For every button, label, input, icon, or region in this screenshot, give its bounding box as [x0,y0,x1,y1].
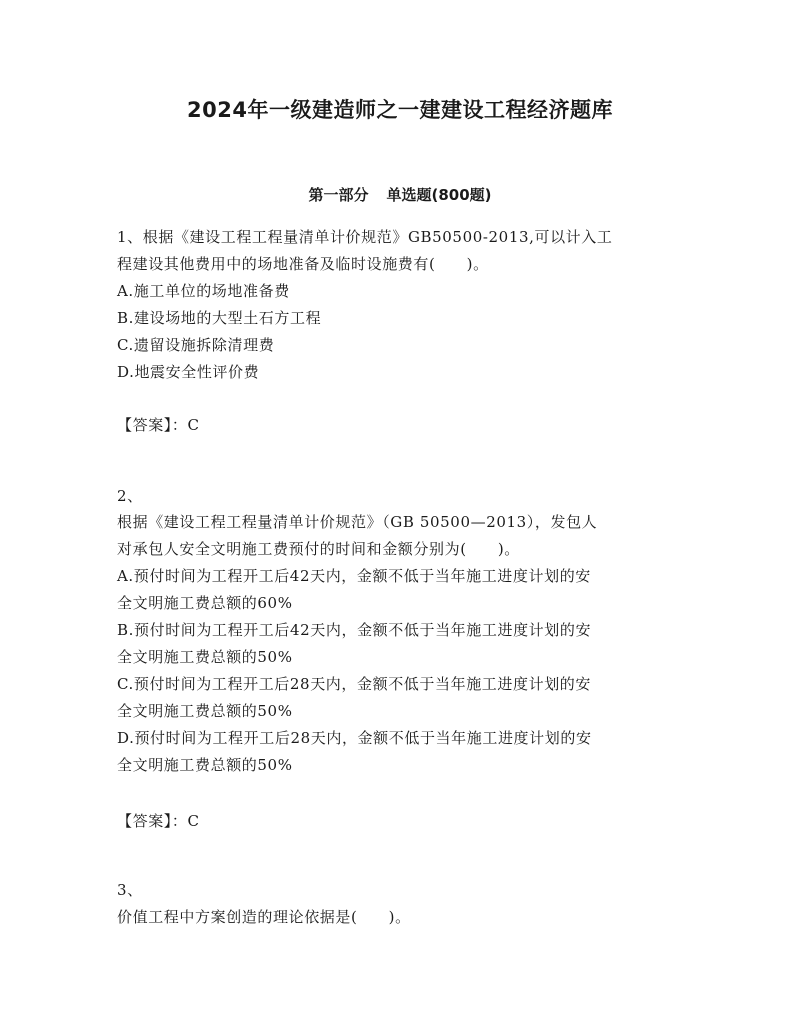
question-stem-line: 程建设其他费用中的场地准备及临时设施费有( )。 [117,255,489,273]
question-stem-line: 根据《建设工程工程量清单计价规范》（GB 50500—2013），发包人 [117,513,598,531]
section-part: 第一部分 [308,186,369,204]
question-number: 3、 [117,881,143,899]
option-a: A.施工单位的场地准备费 [117,282,290,300]
option-b: B.预付时间为工程开工后42天内，金额不低于当年施工进度计划的安 [117,621,592,639]
section-heading [0,184,800,205]
answer-line: 【答案】：C [117,812,200,830]
option-c: C.遗留设施拆除清理费 [117,336,275,354]
question-number: 2、 [117,487,143,505]
question-stem-line: 1、根据《建设工程工程量清单计价规范》GB50500-2013,可以计入工 [117,228,613,246]
answer-line: 【答案】：C [117,416,200,434]
document-title: 2024年一级建造师之一建建设工程经济题库 [187,98,613,122]
option-c-continued: 全文明施工费总额的50% [117,702,293,720]
option-d: D.预付时间为工程开工后28天内，金额不低于当年施工进度计划的安 [117,729,592,747]
option-d-continued: 全文明施工费总额的50% [117,756,293,774]
question-stem-line: 价值工程中方案创造的理论依据是( )。 [117,908,411,926]
option-a-continued: 全文明施工费总额的60% [117,594,293,612]
option-a: A.预付时间为工程开工后42天内，金额不低于当年施工进度计划的安 [117,567,591,585]
option-b-continued: 全文明施工费总额的50% [117,648,293,666]
option-b: B.建设场地的大型土石方工程 [117,309,322,327]
question-stem-line: 对承包人安全文明施工费预付的时间和金额分别为( )。 [117,540,520,558]
option-d: D.地震安全性评价费 [117,363,260,381]
option-c: C.预付时间为工程开工后28天内，金额不低于当年施工进度计划的安 [117,675,592,693]
section-name: 单选题(800题) [386,186,492,204]
